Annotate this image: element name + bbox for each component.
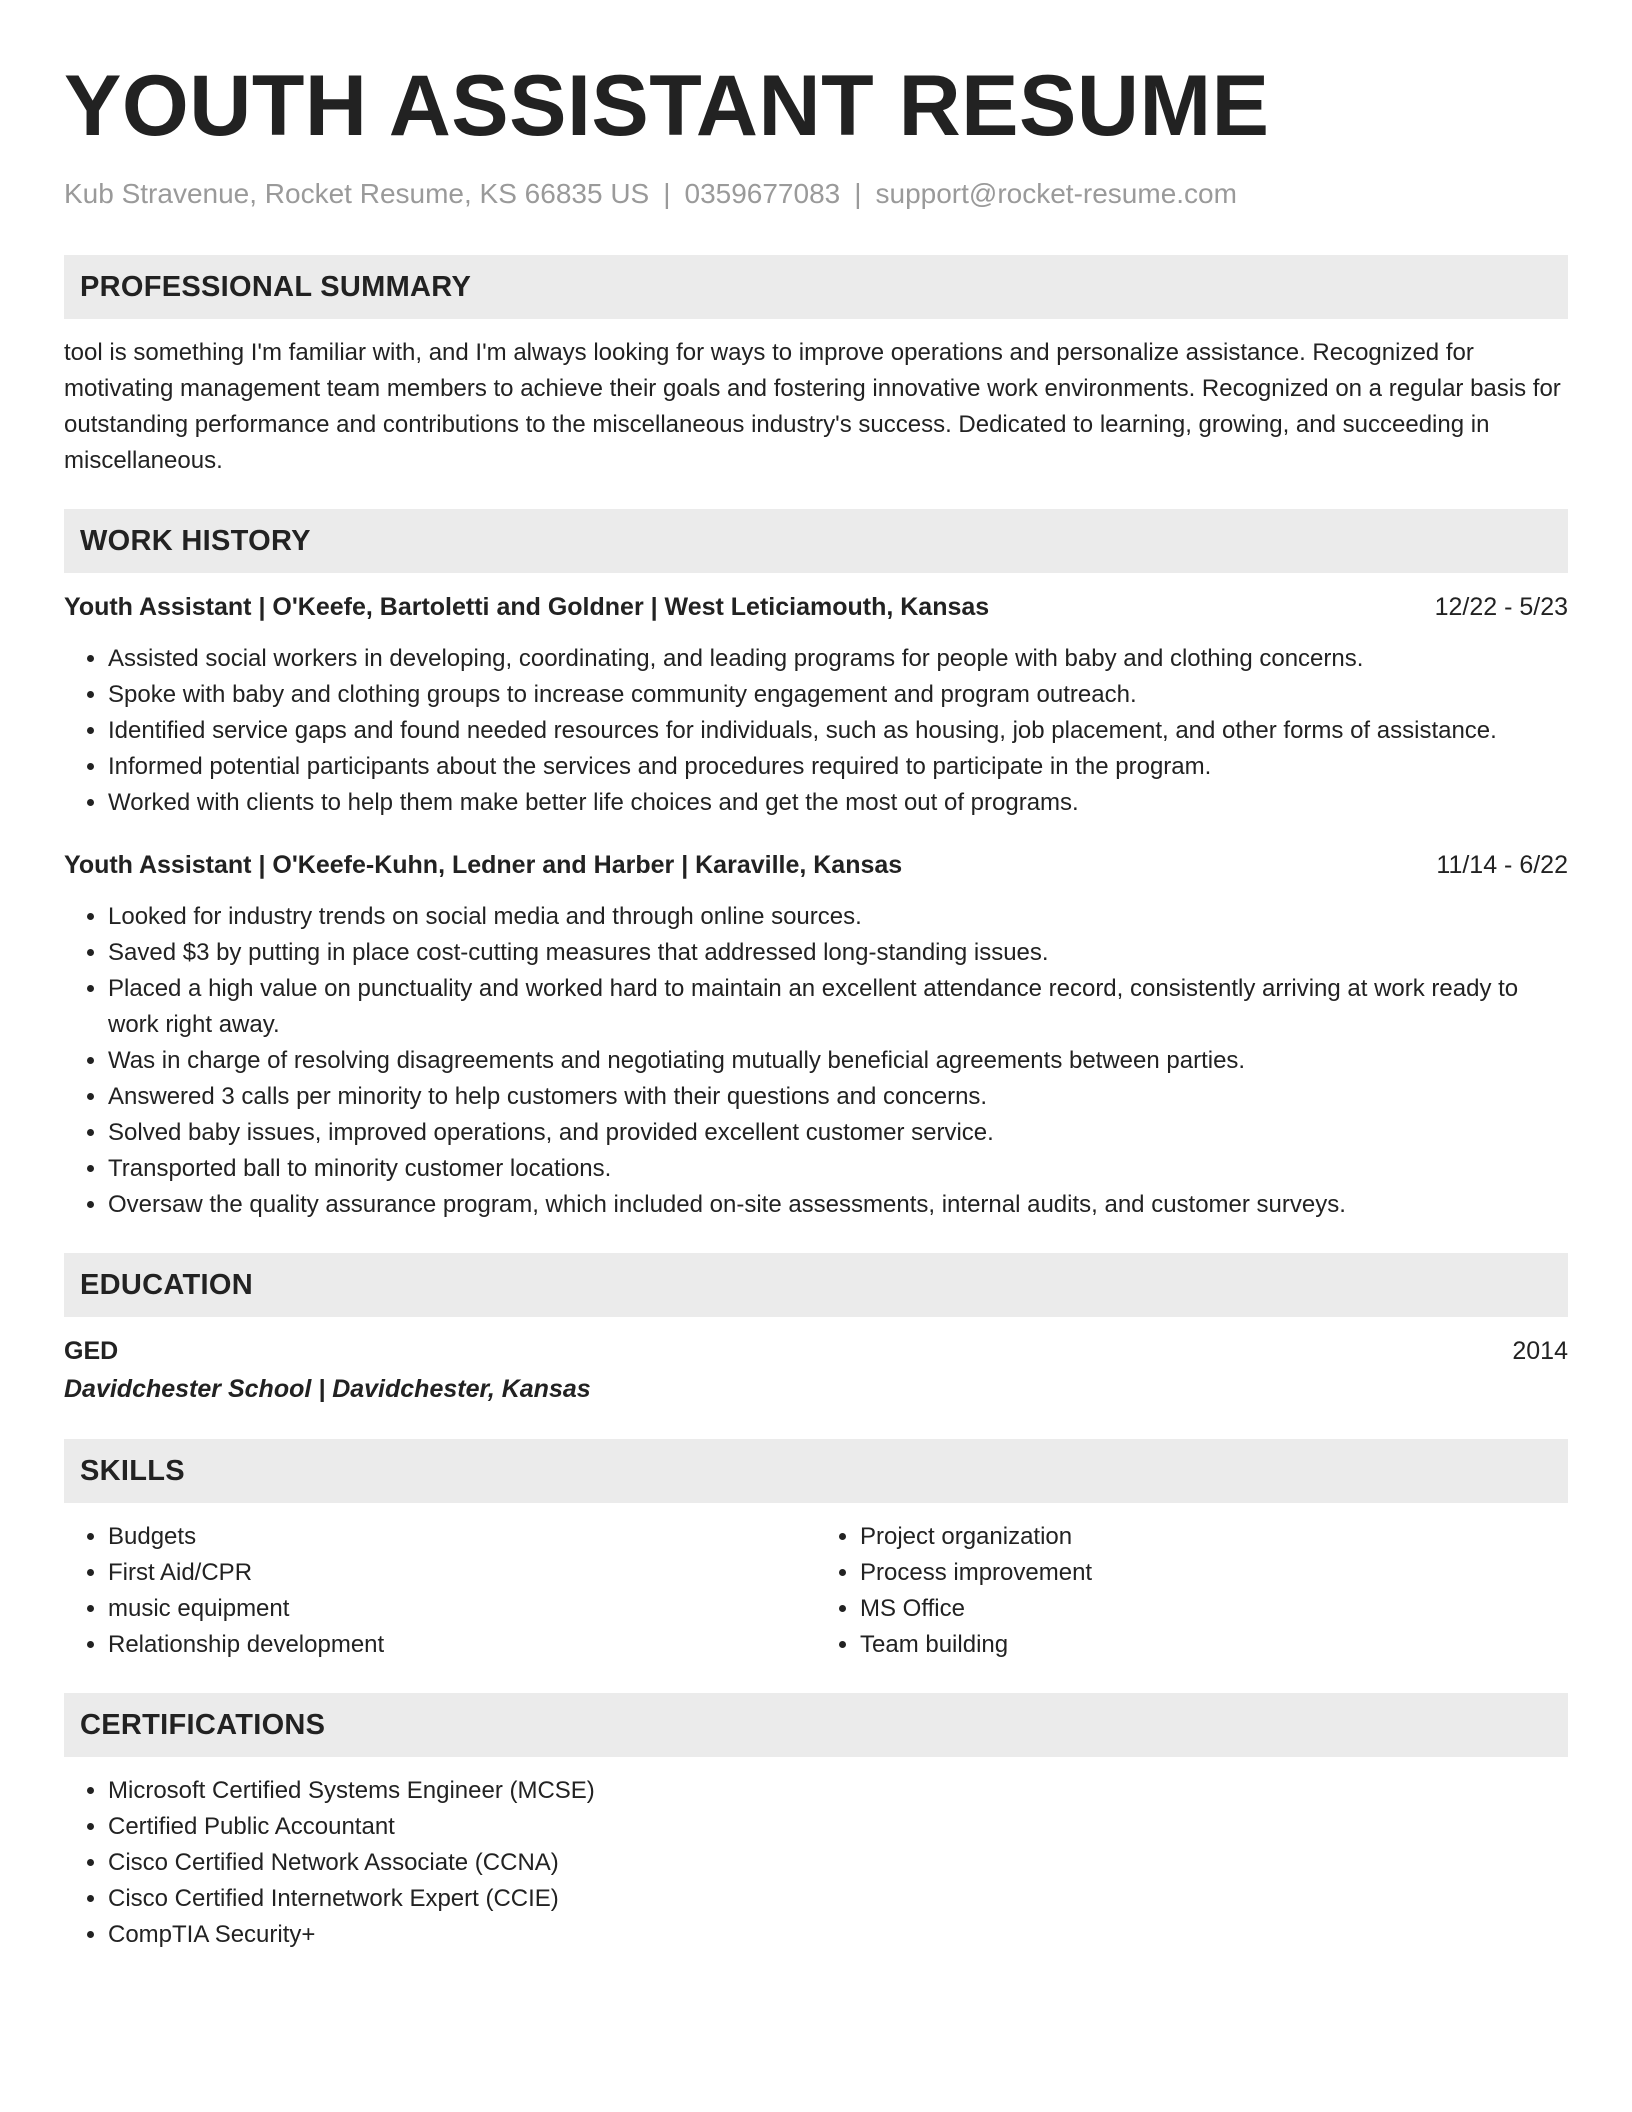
- skill-item: • Process improvement: [860, 1555, 1568, 1591]
- job-bullet-list: [64, 899, 1568, 1223]
- summary-text: tool is something I'm familiar with, and I'm always looking for ways to improve operations and personalize assistance. Recognized for motivating management team members to achieve their goals and fostering innovative work environments. Recognized on a regular basis for outstanding performance and contributions to the miscellaneous industry's success. Dedicated to learning, growing, and succeeding in miscellaneous.: [64, 339, 1561, 474]
- contact-separator: |: [663, 178, 671, 209]
- work-history-section: [64, 509, 1568, 1223]
- job-bullet: • Solved baby issues, improved operations, and provided excellent customer service.: [108, 1115, 1568, 1151]
- education-header: [64, 1333, 1568, 1369]
- skill-item: • MS Office: [860, 1591, 1568, 1627]
- certification-item: • Microsoft Certified Systems Engineer (MCSE): [108, 1773, 1568, 1809]
- skill-item: • music equipment: [108, 1591, 816, 1627]
- skill-item: • Team building: [860, 1627, 1568, 1663]
- job-dates: 12/22 - 5/23: [1434, 593, 1568, 621]
- education-section: [64, 1253, 1568, 1409]
- job-bullet: • Oversaw the quality assurance program, which included on-site assessments, internal audits, and customer surveys.: [108, 1187, 1568, 1223]
- summary-heading: PROFESSIONAL SUMMARY: [64, 255, 1568, 319]
- contact-address: Kub Stravenue, Rocket Resume, KS 66835 US: [64, 178, 650, 209]
- skills-heading: SKILLS: [64, 1439, 1568, 1503]
- certifications-list: [64, 1773, 1568, 1953]
- job-bullet: • Saved $3 by putting in place cost-cutting measures that addressed long-standing issues.: [108, 935, 1568, 971]
- skills-list: [64, 1519, 816, 1663]
- job-bullet: • Worked with clients to help them make better life choices and get the most out of programs.: [108, 785, 1568, 821]
- certifications-heading: CERTIFICATIONS: [64, 1693, 1568, 1757]
- skills-columns: [64, 1519, 1568, 1663]
- certifications-section: [64, 1693, 1568, 1953]
- certification-item: • Cisco Certified Network Associate (CCNA): [108, 1845, 1568, 1881]
- education-school: Davidchester School | Davidchester, Kansas: [64, 1375, 591, 1403]
- skills-list: [816, 1519, 1568, 1663]
- skill-item: • First Aid/CPR: [108, 1555, 816, 1591]
- certification-item: • Certified Public Accountant: [108, 1809, 1568, 1845]
- job-bullet: • Placed a high value on punctuality and worked hard to maintain an excellent attendance record, consistently arriving at work ready to work right away.: [108, 971, 1568, 1043]
- certification-item: • Cisco Certified Internetwork Expert (CCIE): [108, 1881, 1568, 1917]
- job-bullet: • Identified service gaps and found needed resources for individuals, such as housing, job placement, and other forms of assistance.: [108, 713, 1568, 749]
- contact-phone: 0359677083: [684, 178, 841, 209]
- job-bullet: • Looked for industry trends on social media and through online sources.: [108, 899, 1568, 935]
- job-heading: Youth Assistant | O'Keefe-Kuhn, Ledner and Harber | Karaville, Kansas: [64, 851, 903, 879]
- job-bullet: • Spoke with baby and clothing groups to increase community engagement and program outreach.: [108, 677, 1568, 713]
- job-header: [64, 589, 1568, 625]
- contact-email: support@rocket-resume.com: [875, 178, 1237, 209]
- contact-line: [64, 176, 1568, 212]
- job-bullet: • Transported ball to minority customer locations.: [108, 1151, 1568, 1187]
- job-bullet: • Was in charge of resolving disagreements and negotiating mutually beneficial agreements between parties.: [108, 1043, 1568, 1079]
- education-heading: EDUCATION: [64, 1253, 1568, 1317]
- education-year: 2014: [1512, 1337, 1568, 1365]
- education-degree: GED: [64, 1337, 119, 1365]
- skills-section: [64, 1439, 1568, 1663]
- job-entry: [64, 589, 1568, 821]
- job-header: [64, 847, 1568, 883]
- work-history-heading: WORK HISTORY: [64, 509, 1568, 573]
- job-heading: Youth Assistant | O'Keefe, Bartoletti and Goldner | West Leticiamouth, Kansas: [64, 593, 990, 621]
- skill-item: • Relationship development: [108, 1627, 816, 1663]
- skill-item: • Project organization: [860, 1519, 1568, 1555]
- certification-item: • CompTIA Security+: [108, 1917, 1568, 1953]
- job-bullet: • Informed potential participants about the services and procedures required to participate in the program.: [108, 749, 1568, 785]
- resume-title: YOUTH ASSISTANT RESUME: [64, 58, 1270, 154]
- job-entry: [64, 847, 1568, 1223]
- skill-item: • Budgets: [108, 1519, 816, 1555]
- summary-section: [64, 255, 1568, 479]
- job-bullet: • Assisted social workers in developing, coordinating, and leading programs for people with baby and clothing concerns.: [108, 641, 1568, 677]
- skills-column-left: [64, 1519, 816, 1663]
- job-bullet-list: [64, 641, 1568, 821]
- skills-column-right: [816, 1519, 1568, 1663]
- job-dates: 11/14 - 6/22: [1436, 851, 1568, 879]
- contact-separator: |: [854, 178, 862, 209]
- job-bullet: • Answered 3 calls per minority to help customers with their questions and concerns.: [108, 1079, 1568, 1115]
